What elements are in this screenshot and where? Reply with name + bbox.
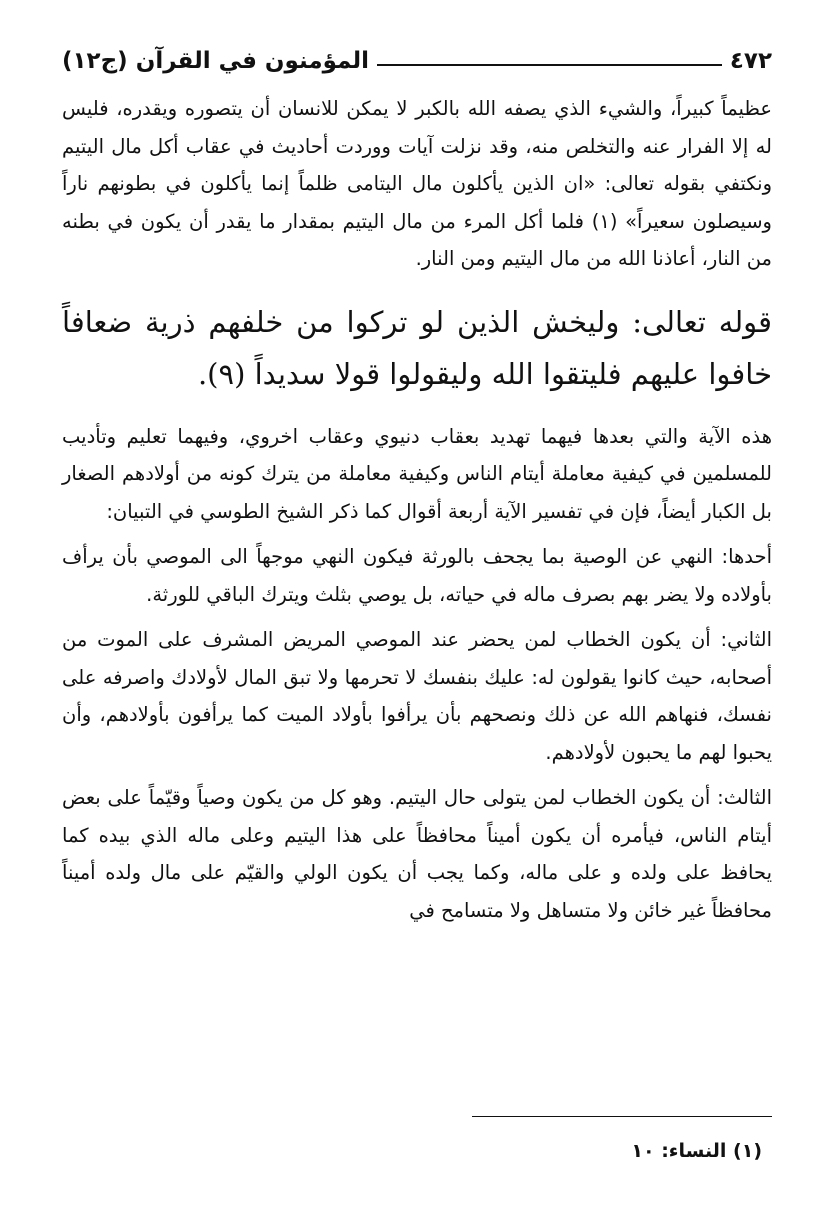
running-header — [62, 38, 772, 74]
header-rule — [377, 64, 722, 66]
paragraph-1: عظيماً كبيراً، والشيء الذي يصفه الله بالكبر لا يمكن للانسان أن يتصوره ويقدره، فليس له إلا الفرار عنه والتخلص منه، وقد نزلت آيات ووردت أحاديث في عقاب أكل مال اليتيم ونكتفي بقوله تعالى: «ان الذين يأكلون مال اليتامى ظلماً إنما يأكلون في بطونهم ناراً وسيصلون سعيراً» (١) فلما أكل المرء من مال اليتيم بمقدار ما يقدر أن يكون في بطنه من النار، أعاذنا الله من مال اليتيم ومن النار. — [62, 97, 772, 270]
paragraph-3: أحدها: النهي عن الوصية بما يجحف بالورثة فيكون النهي موجهاً الى الموصي بأن يرأف بأولاده ولا يضر بهم بصرف ماله في حياته، بل يوصي بثلث ويترك الباقي للورثة. — [62, 545, 772, 606]
footnote-divider — [472, 1116, 772, 1117]
footnote: (١) النساء: ١٠ — [631, 1140, 762, 1162]
page-content — [62, 38, 772, 1162]
paragraph-4: الثاني: أن يكون الخطاب لمن يحضر عند الموصي المريض المشرف على الموت من أصحابه، حيث كانوا يقولون له: عليك بنفسك لا تحرمها ولا تبق المال لأولادك واصرفه على نفسك، فنهاهم الله عن ذلك ونصحهم بأن يرأفوا بأولاد الميت كما يرأفون بأولادهم، وأن يحبوا لهم ما يحبون لأولادهم. — [62, 628, 772, 764]
page-number: ٤٧٢ — [729, 48, 772, 74]
paragraph-2: هذه الآية والتي بعدها فيهما تهديد بعقاب دنيوي وعقاب اخروي، وفيهما تعليم وتأديب للمسلمين في كيفية معاملة أيتام الناس وكيفية معاملة من يترك كونه من أولادهم الصغار بل الكبار أيضاً، فإن في تفسير الآية أربعة أقوال كما ذكر الشيخ الطوسي في التبيان: — [62, 424, 772, 523]
paragraph-5: الثالث: أن يكون الخطاب لمن يتولى حال اليتيم. وهو كل من يكون وصياً وقيّماً على بعض أيتام الناس، فيأمره أن يكون أميناً محافظاً على هذا اليتيم وعلى ماله الذي بيده كما يحافظ على ولده و على ماله، وكما يجب أن يكون الولي والقيّم على مال ولده أميناً محافظاً غير خائن ولا متساهل ولا متسامح في — [62, 786, 772, 922]
book-title: المؤمنون في القرآن (ج١٢) — [62, 48, 369, 74]
quran-verse: قوله تعالى: وليخش الذين لو تركوا من خلفهم ذرية ضعافاً خافوا عليهم فليتقوا الله وليقولوا قولا سديداً (٩). — [62, 304, 772, 391]
